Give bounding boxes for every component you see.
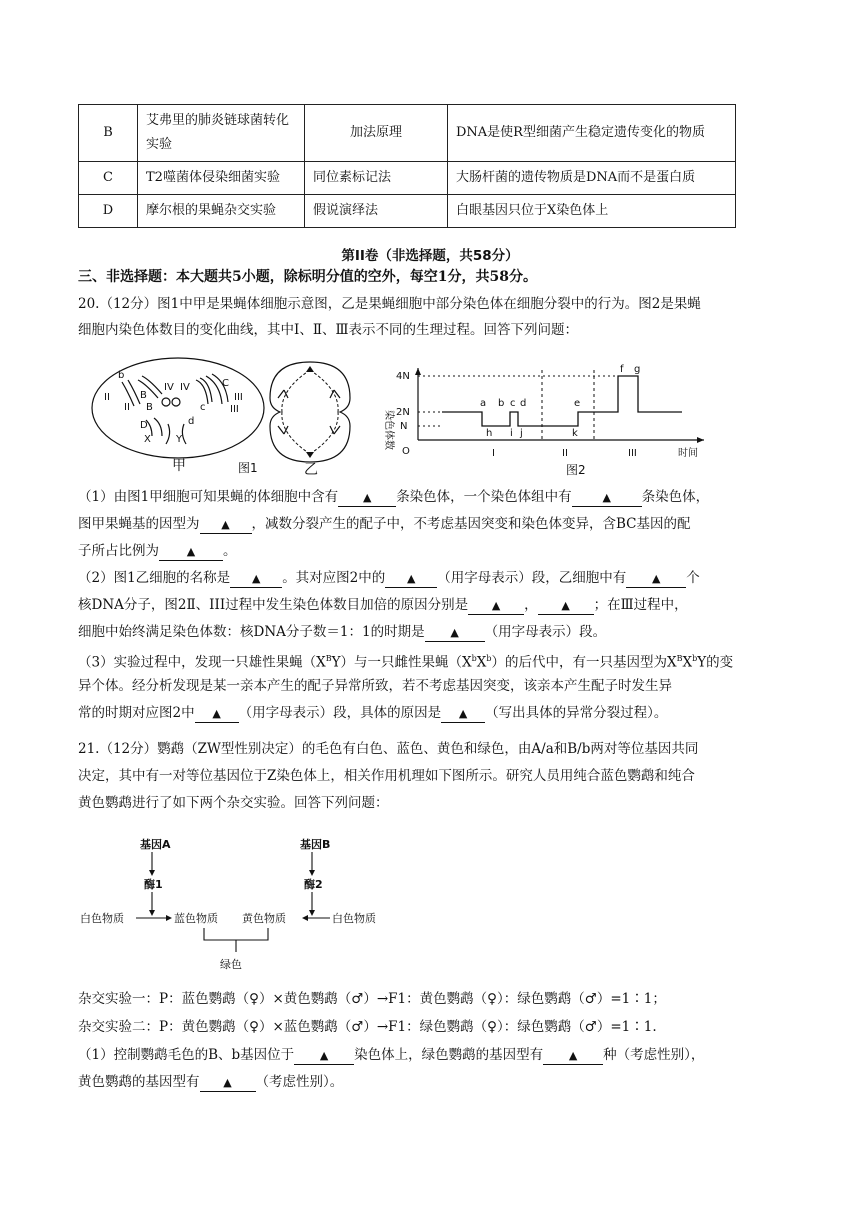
chrom-label: Y bbox=[176, 434, 183, 445]
row-label: D bbox=[79, 195, 138, 228]
chrom-label: II bbox=[124, 402, 130, 413]
chrom-label: c bbox=[200, 402, 206, 413]
chrom-label: III bbox=[230, 404, 239, 415]
table-row bbox=[79, 105, 736, 162]
fig2-origin: O bbox=[402, 446, 410, 457]
point-label: f bbox=[620, 364, 624, 375]
q21-cross-2: 杂交实验二：P：黄色鹦鹉（♀）×蓝色鹦鹉（♂）→F1：绿色鹦鹉（♀）：绿色鹦鹉（♂）=1∶1. bbox=[78, 1019, 657, 1035]
fig1-caption: 图1 bbox=[238, 461, 258, 475]
q20-part3-line1: （3）实验过程中，发现一只雄性果蝇$(X^BY)$与一只雌性果蝇$(X^bX^b)$的后代中，有一只基因型为$X^BX^bY$的变 bbox=[78, 654, 734, 671]
q20-stem-line1: 20.（12分）图1中甲是果蝇体细胞示意图，乙是果蝇细胞中部分染色体在细胞分裂中的行为。图2是果蝇 bbox=[78, 296, 701, 312]
options-table bbox=[78, 104, 736, 228]
row-conclusion: 大肠杆菌的遗传物质是DNA而不是蛋白质 bbox=[448, 162, 736, 195]
gene-b-label: 基因B bbox=[300, 838, 331, 851]
q20-part1-line3: 子所占比例为 ▲ 。 bbox=[78, 543, 237, 559]
q21-stem-line3: 黄色鹦鹉进行了如下两个杂交实验。回答下列问题： bbox=[78, 795, 389, 811]
point-label: b bbox=[498, 398, 505, 409]
chrom-label: d bbox=[188, 416, 195, 427]
q20-part1-line1: （1）由图1甲细胞可知果蝇的体细胞中含有 ▲ 条染色体，一个染色体组中有 ▲ 条染色体， bbox=[78, 489, 710, 505]
white-substance-right: 白色物质 bbox=[332, 912, 376, 925]
y-tick-label: 2N bbox=[396, 407, 410, 418]
point-label: a bbox=[480, 398, 487, 409]
yellow-substance: 黄色物质 bbox=[242, 912, 286, 925]
table-row bbox=[79, 162, 736, 195]
phase-label: I bbox=[492, 448, 495, 459]
fig1-label-jia: 甲 bbox=[172, 458, 186, 474]
row-method: 同位素标记法 bbox=[305, 162, 448, 195]
fig2-caption: 图2 bbox=[566, 463, 586, 477]
q20-part2-line3: 细胞中始终满足染色体数：核DNA分子数＝1：1的时期是 ▲ （用字母表示）段。 bbox=[78, 624, 607, 640]
row-experiment: 摩尔根的果蝇杂交实验 bbox=[138, 195, 305, 228]
chrom-label: IV bbox=[180, 382, 190, 393]
row-conclusion: DNA是使R型细菌产生稳定遗传变化的物质 bbox=[448, 105, 736, 162]
pigment-pathway-diagram bbox=[80, 832, 400, 974]
point-label: d bbox=[520, 398, 527, 409]
fig2-curve bbox=[442, 376, 682, 426]
q20-part1-line2: 图甲果蝇基的因型为 ▲ ，减数分裂产生的配子中，不考虑基因突变和染色体变异，含BC基因的配 bbox=[78, 516, 691, 532]
chrom-label: B bbox=[146, 402, 153, 413]
row-method: 加法原理 bbox=[305, 105, 448, 162]
q20-part3-line3: 常的时期对应图2中 ▲ （用字母表示）段，具体的原因是 ▲ （写出具体的异常分裂过程）。 bbox=[78, 705, 668, 721]
q21-cross-1: 杂交实验一：P：蓝色鹦鹉（♀）×黄色鹦鹉（♂）→F1：黄色鹦鹉（♀）：绿色鹦鹉（♂）=1∶1； bbox=[78, 991, 666, 1007]
row-label: B bbox=[79, 105, 138, 162]
row-method: 假说演绎法 bbox=[305, 195, 448, 228]
chrom-label: b bbox=[118, 370, 125, 381]
point-label: k bbox=[572, 428, 578, 439]
gene-a-label: 基因A bbox=[140, 838, 171, 851]
phase-label: III bbox=[628, 448, 637, 459]
q21-part1-line1: （1）控制鹦鹉毛色的B、b基因位于 ▲ 染色体上，绿色鹦鹉的基因型有 ▲ 种（考虑性别）， bbox=[78, 1047, 705, 1063]
fig2-xlabel: 时间 bbox=[678, 448, 698, 459]
point-label: c bbox=[510, 398, 516, 409]
q21-part1-line2: 黄色鹦鹉的基因型有 ▲ （考虑性别）。 bbox=[78, 1074, 344, 1090]
chrom-label: II bbox=[104, 392, 110, 403]
table-row bbox=[79, 195, 736, 228]
chrom-label: IV bbox=[164, 382, 174, 393]
green-result: 绿色 bbox=[220, 958, 242, 971]
chrom-label: X bbox=[144, 434, 151, 445]
row-experiment: 艾弗里的肺炎链球菌转化实验 bbox=[138, 105, 305, 162]
point-label: h bbox=[486, 428, 493, 439]
point-label: g bbox=[634, 364, 641, 375]
q21-stem-line1: 21.（12分）鹦鹉（ZW型性别决定）的毛色有白色、蓝色、黄色和绿色，由A/a和B/b两对等位基因共同 bbox=[78, 741, 699, 757]
q20-part2-line2: 核DNA分子，图2Ⅱ、III过程中发生染色体数目加倍的原因分别是 ▲ ， ▲ ；在Ⅲ过程中， bbox=[78, 597, 688, 613]
point-label: j bbox=[520, 428, 523, 439]
chrom-label: III bbox=[234, 392, 243, 403]
phase-label: II bbox=[562, 448, 568, 459]
section-heading: 三、非选择题：本大题共5小题，除标明分值的空外，每空1分，共58分。 bbox=[78, 269, 537, 285]
section-title: 第II卷（非选择题，共58分） bbox=[341, 248, 519, 264]
enzyme-1-label: 酶1 bbox=[144, 878, 163, 891]
figure-2 bbox=[382, 364, 722, 480]
white-substance-left: 白色物质 bbox=[80, 912, 124, 925]
row-experiment: T2噬菌体侵染细菌实验 bbox=[138, 162, 305, 195]
point-label: e bbox=[574, 398, 581, 409]
q21-stem-line2: 决定，其中有一对等位基因位于Z染色体上，相关作用机理如下图所示。研究人员用纯合蓝色鹦鹉和纯合 bbox=[78, 768, 695, 784]
blue-substance: 蓝色物质 bbox=[174, 912, 218, 925]
fig1-label-yi: 乙 bbox=[304, 462, 318, 478]
row-label: C bbox=[79, 162, 138, 195]
q20-part2-line1: （2）图1乙细胞的名称是 ▲ 。其对应图2中的 ▲ （用字母表示）段，乙细胞中有 ▲ 个 bbox=[78, 570, 700, 586]
y-tick-label: 4N bbox=[396, 371, 410, 382]
enzyme-2-label: 酶2 bbox=[304, 878, 323, 891]
figure-1 bbox=[88, 356, 378, 480]
fig2-ylabel: 染色体数 bbox=[383, 410, 394, 450]
chrom-label: D bbox=[140, 420, 148, 431]
y-tick-label: N bbox=[400, 421, 408, 432]
q20-stem-line2: 细胞内染色体数目的变化曲线，其中Ⅰ、Ⅱ、Ⅲ表示不同的生理过程。回答下列问题： bbox=[78, 322, 579, 338]
q20-part3-line2: 异个体。经分析发现是某一亲本产生的配子异常所致，若不考虑基因突变，该亲本产生配子时发生异 bbox=[78, 678, 672, 694]
chrom-label: C bbox=[222, 378, 229, 389]
point-label: i bbox=[510, 428, 513, 439]
row-conclusion: 白眼基因只位于X染色体上 bbox=[448, 195, 736, 228]
chrom-label: B bbox=[140, 390, 147, 401]
